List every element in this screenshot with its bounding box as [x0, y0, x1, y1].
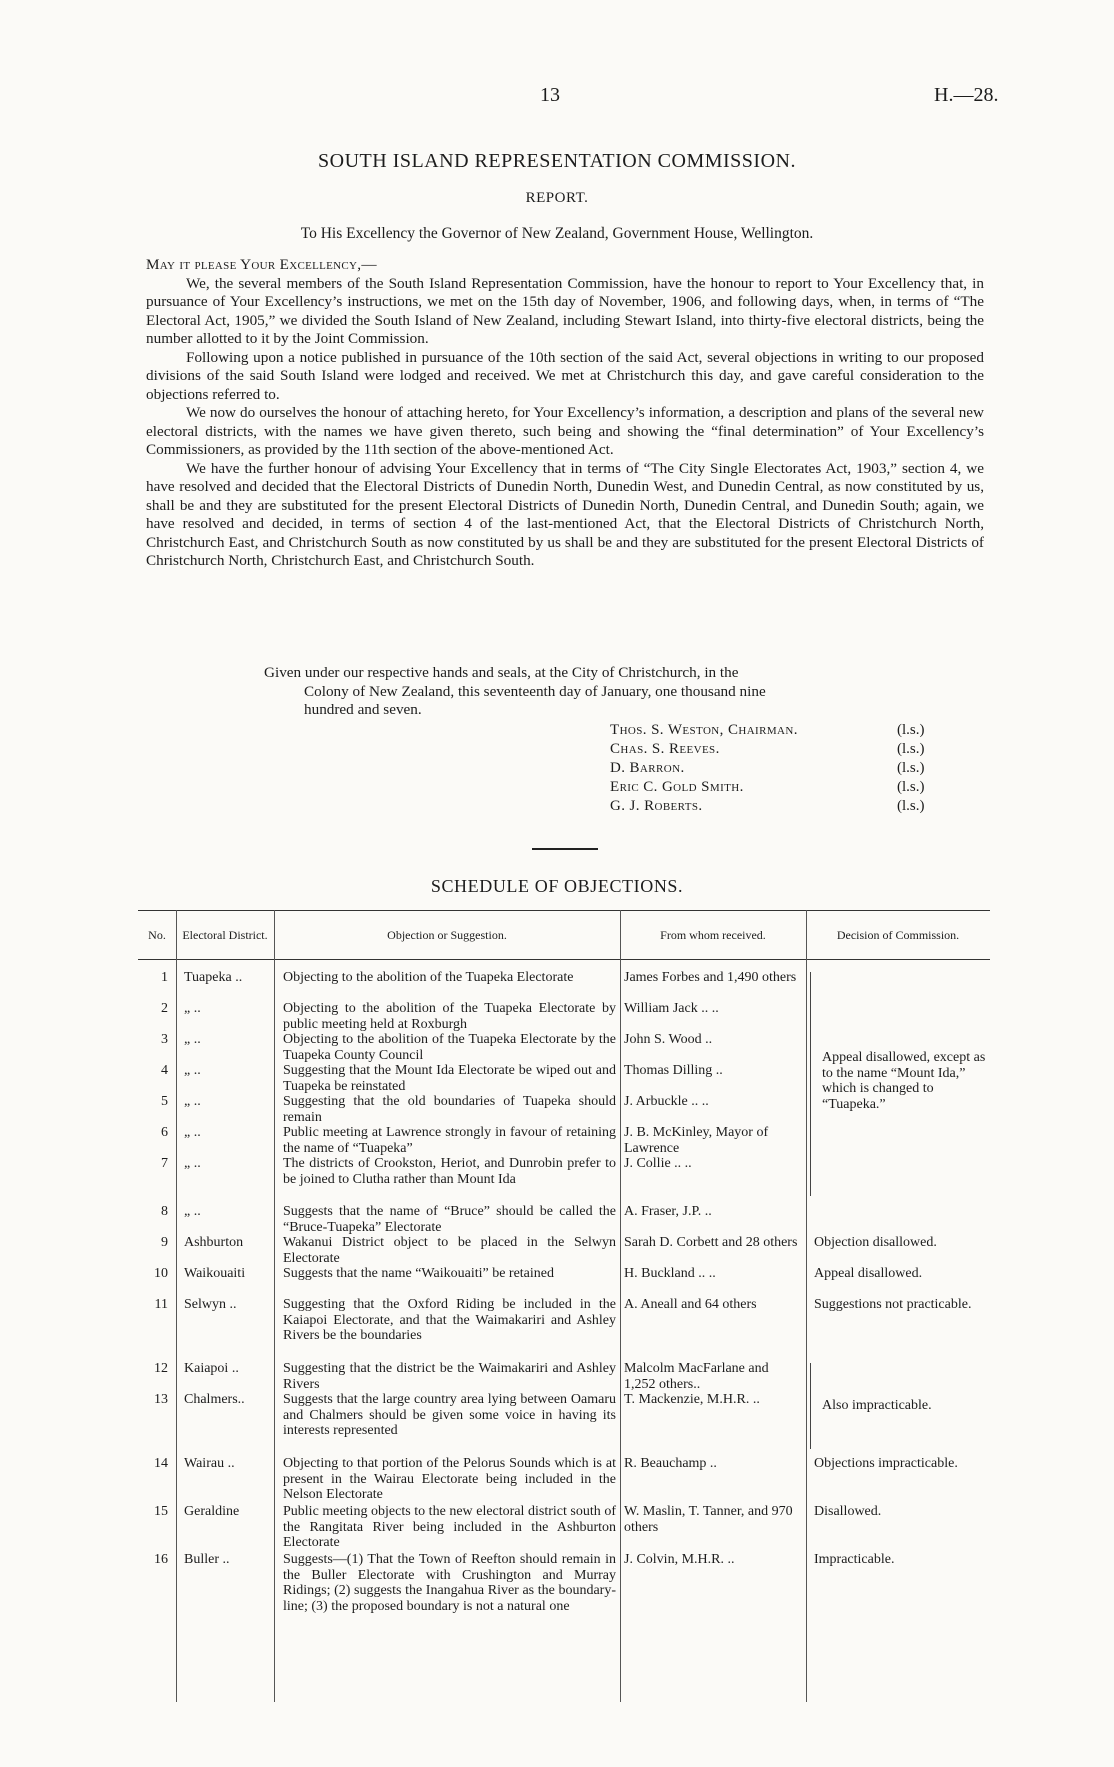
- given-line: Colony of New Zealand, this seventeenth day of January, one thousand nine: [304, 682, 766, 700]
- objection-text: Objecting to the abolition of the Tuapeka Electorate by the Tuapeka County Council: [283, 1032, 616, 1063]
- given-line: hundred and seven.: [304, 701, 422, 718]
- row-number: 4: [161, 1063, 168, 1078]
- electoral-district: Chalmers..: [184, 1392, 245, 1407]
- row-number: 12: [154, 1361, 168, 1376]
- electoral-district: „ ..: [184, 1204, 201, 1219]
- objection-text: Suggesting that the old boundaries of Tuapeka should remain: [283, 1094, 616, 1125]
- electoral-district: „ ..: [184, 1156, 201, 1171]
- electoral-district: Buller ..: [184, 1552, 230, 1567]
- electoral-district: „ ..: [184, 1063, 201, 1078]
- row-number: 5: [161, 1094, 168, 1109]
- received-from: W. Maslin, T. Tanner, and 970 others: [624, 1504, 793, 1535]
- electoral-district: Tuapeka ..: [184, 970, 243, 985]
- received-from: Malcolm MacFarlane and 1,252 others..: [624, 1361, 769, 1392]
- row-number: 2: [161, 1001, 168, 1016]
- received-from: A. Aneall and 64 others: [624, 1297, 757, 1312]
- row-number: 1: [161, 970, 168, 985]
- received-from: Thomas Dilling ..: [624, 1063, 723, 1078]
- row-number: 15: [154, 1504, 168, 1519]
- decision: Appeal disallowed.: [814, 1266, 923, 1281]
- group-brace: [810, 972, 817, 1196]
- received-from: J. Arbuckle .. ..: [624, 1094, 709, 1109]
- header-no: No.: [148, 927, 166, 942]
- signatory-name: Chas. S. Reeves.: [610, 741, 720, 757]
- objection-text: Suggests that the name of “Bruce” should be called the “Bruce-Tuapeka” Electorate: [283, 1204, 616, 1235]
- report-body: [146, 256, 984, 571]
- address-line: To His Excellency the Governor of New Zealand, Government House, Wellington.: [300, 225, 814, 242]
- paragraph: Following upon a notice published in pursuance of the 10th section of the said Act, several objections in writing to our proposed divisions of the said South Island were lodged and received. We met at Christchurch this day, and gave careful consideration to the objections referred to.: [146, 348, 984, 403]
- received-from: H. Buckland .. ..: [624, 1266, 716, 1281]
- header-district: Electoral District.: [182, 927, 268, 942]
- objection-text: Suggests—(1) That the Town of Reefton should remain in the Buller Electorate with Crushington and Murray Ridings; (2) suggests the Inangahua River as the boundary-line; (3) the proposed boundary is not a natural one: [283, 1552, 616, 1614]
- electoral-district: „ ..: [184, 1094, 201, 1109]
- decision: Impracticable.: [814, 1552, 895, 1567]
- signatory: [610, 798, 960, 817]
- received-from: John S. Wood ..: [624, 1032, 713, 1047]
- group-decision-tuapeka: Appeal disallowed, except as to the name “Mount Ida,” which is changed to “Tuapeka.”: [822, 1050, 986, 1112]
- paragraph: We, the several members of the South Island Representation Commission, have the honour to report to Your Excellency that, in pursuance of Your Excellency’s instructions, we met on the 15th day of November, 1906, and following days, when, in terms of “The Electoral Act, 1905,” we divided the South Island of New Zealand, including Stewart Island, into thirty-five electoral districts, being the number allotted to it by the Joint Commission.: [146, 274, 984, 347]
- objection-text: Public meeting at Lawrence strongly in favour of retaining the name of “Tuapeka”: [283, 1125, 616, 1156]
- row-number: 13: [154, 1392, 168, 1407]
- decision: Disallowed.: [814, 1504, 882, 1519]
- received-from: A. Fraser, J.P. ..: [624, 1204, 712, 1219]
- received-from: T. Mackenzie, M.H.R. ..: [624, 1392, 760, 1407]
- signatory-name: Thos. S. Weston, Chairman.: [610, 722, 798, 738]
- received-from: Sarah D. Corbett and 28 others: [624, 1235, 798, 1250]
- row-number: 8: [161, 1204, 168, 1219]
- column-rule: [274, 910, 275, 1702]
- seal-mark: (l.s.): [897, 798, 925, 814]
- group-brace: [810, 1363, 817, 1449]
- report-subtitle: REPORT.: [525, 190, 589, 206]
- salutation: May it please Your Excellency,—: [146, 256, 377, 273]
- objection-text: Objecting to the abolition of the Tuapeka Electorate: [283, 970, 574, 985]
- electoral-district: Geraldine: [184, 1504, 240, 1519]
- objection-text: Objecting to that portion of the Pelorus Sounds which is at present in the Wairau Electorate being included in the Nelson Electorate: [283, 1456, 616, 1502]
- given-line: Given under our respective hands and seals, at the City of Christchurch, in the: [264, 664, 739, 681]
- row-number: 9: [161, 1235, 168, 1250]
- objection-text: Objecting to the abolition of the Tuapeka Electorate by public meeting held at Roxburgh: [283, 1001, 616, 1032]
- row-number: 10: [154, 1266, 168, 1281]
- decision: Objections impracticable.: [814, 1456, 958, 1471]
- objection-text: Suggesting that the Oxford Riding be included in the Kaiapoi Electorate, and that the Waimakariri and Ashley Rivers be the boundaries: [283, 1297, 616, 1343]
- paragraph: We now do ourselves the honour of attaching hereto, for Your Excellency’s information, a description and plans of the several new electoral districts, with the names we have given thereto, such being and showing the “final determination” of Your Excellency’s Commissioners, as provided by the 11th section of the above-mentioned Act.: [146, 404, 984, 458]
- received-from: J. Collie .. ..: [624, 1156, 692, 1171]
- objection-text: Suggesting that the Mount Ida Electorate be wiped out and Tuapeka be reinstated: [283, 1063, 616, 1094]
- electoral-district: „ ..: [184, 1032, 201, 1047]
- table-header: [138, 910, 990, 960]
- header-from: From whom received.: [660, 927, 766, 942]
- seal-mark: (l.s.): [897, 722, 925, 738]
- group-decision-kaiapoi-chalmers: Also impracticable.: [822, 1398, 932, 1413]
- row-number: 14: [154, 1456, 168, 1471]
- received-from: J. Colvin, M.H.R. ..: [624, 1552, 735, 1567]
- received-from: J. B. McKinley, Mayor of Lawrence: [624, 1125, 769, 1156]
- paragraph: We have the further honour of advising Your Excellency that in terms of “The City Single Electorates Act, 1903,” section 4, we have resolved and decided that the Electoral Districts of Dunedin North, Dunedin West, and Dunedin Central, as now constituted by us, shall be and they are substituted for the present Electoral Districts of Dunedin North, Dunedin Central, and Dunedin South; again, we have resolved and decided, in terms of section 4 of the last-mentioned Act, that the Electoral Districts of Christchurch North, Christchurch East, and Christchurch South as now constituted by us shall be and they are substituted for the present Electoral Districts of Christchurch North, Christchurch East, and Christchurch South.: [146, 459, 984, 569]
- signatory-name: D. Barron.: [610, 760, 685, 776]
- seal-mark: (l.s.): [897, 779, 925, 795]
- signatory-name: G. J. Roberts.: [610, 798, 703, 814]
- row-number: 7: [161, 1156, 168, 1171]
- decision: Suggestions not practicable.: [814, 1297, 972, 1312]
- electoral-district: Wairau ..: [184, 1456, 235, 1471]
- objection-text: Public meeting objects to the new electoral district south of the Rangitata River being included in the Ashburton Electorate: [283, 1504, 616, 1550]
- objections-table: [138, 910, 990, 1702]
- electoral-district: Kaiapoi ..: [184, 1361, 239, 1376]
- objection-text: Suggests that the name “Waikouaiti” be retained: [283, 1266, 555, 1281]
- received-from: R. Beauchamp ..: [624, 1456, 717, 1471]
- received-from: William Jack .. ..: [624, 1001, 719, 1016]
- given-clause: [264, 664, 984, 720]
- row-number: 16: [154, 1552, 168, 1567]
- objection-text: The districts of Crookston, Heriot, and Dunrobin prefer to be joined to Clutha rather than Mount Ida: [283, 1156, 616, 1187]
- objection-text: Wakanui District object to be placed in the Selwyn Electorate: [283, 1235, 616, 1266]
- received-from: James Forbes and 1,490 others: [624, 970, 797, 985]
- signatory: [610, 779, 960, 798]
- header-objection: Objection or Suggestion.: [387, 927, 507, 942]
- decision: Objection disallowed.: [814, 1235, 937, 1250]
- row-number: 11: [154, 1297, 168, 1312]
- electoral-district: Selwyn ..: [184, 1297, 237, 1312]
- page-title: SOUTH ISLAND REPRESENTATION COMMISSION.: [318, 150, 796, 172]
- signatory: [610, 741, 960, 760]
- column-rule: [620, 910, 621, 1702]
- row-number: 3: [161, 1032, 168, 1047]
- document-reference: H.—28.: [934, 84, 999, 106]
- electoral-district: Ashburton: [184, 1235, 244, 1250]
- signatory: [610, 760, 960, 779]
- row-number: 6: [161, 1125, 168, 1140]
- electoral-district: Waikouaiti: [184, 1266, 246, 1281]
- column-rule: [176, 910, 177, 1702]
- seal-mark: (l.s.): [897, 760, 925, 776]
- seal-mark: (l.s.): [897, 741, 925, 757]
- signatory: [610, 722, 960, 741]
- header-decision: Decision of Commission.: [836, 927, 960, 942]
- electoral-district: „ ..: [184, 1125, 201, 1140]
- column-rule: [806, 910, 807, 1702]
- electoral-district: „ ..: [184, 1001, 201, 1016]
- objection-text: Suggests that the large country area lying between Oamaru and Chalmers should be given some voice in having its interests represented: [283, 1392, 616, 1438]
- objection-text: Suggesting that the district be the Waimakariri and Ashley Rivers: [283, 1361, 616, 1392]
- signatory-name: Eric C. Gold Smith.: [610, 779, 744, 795]
- page-number: 13: [540, 84, 560, 106]
- schedule-title: SCHEDULE OF OBJECTIONS.: [430, 876, 684, 896]
- section-divider: [532, 848, 598, 850]
